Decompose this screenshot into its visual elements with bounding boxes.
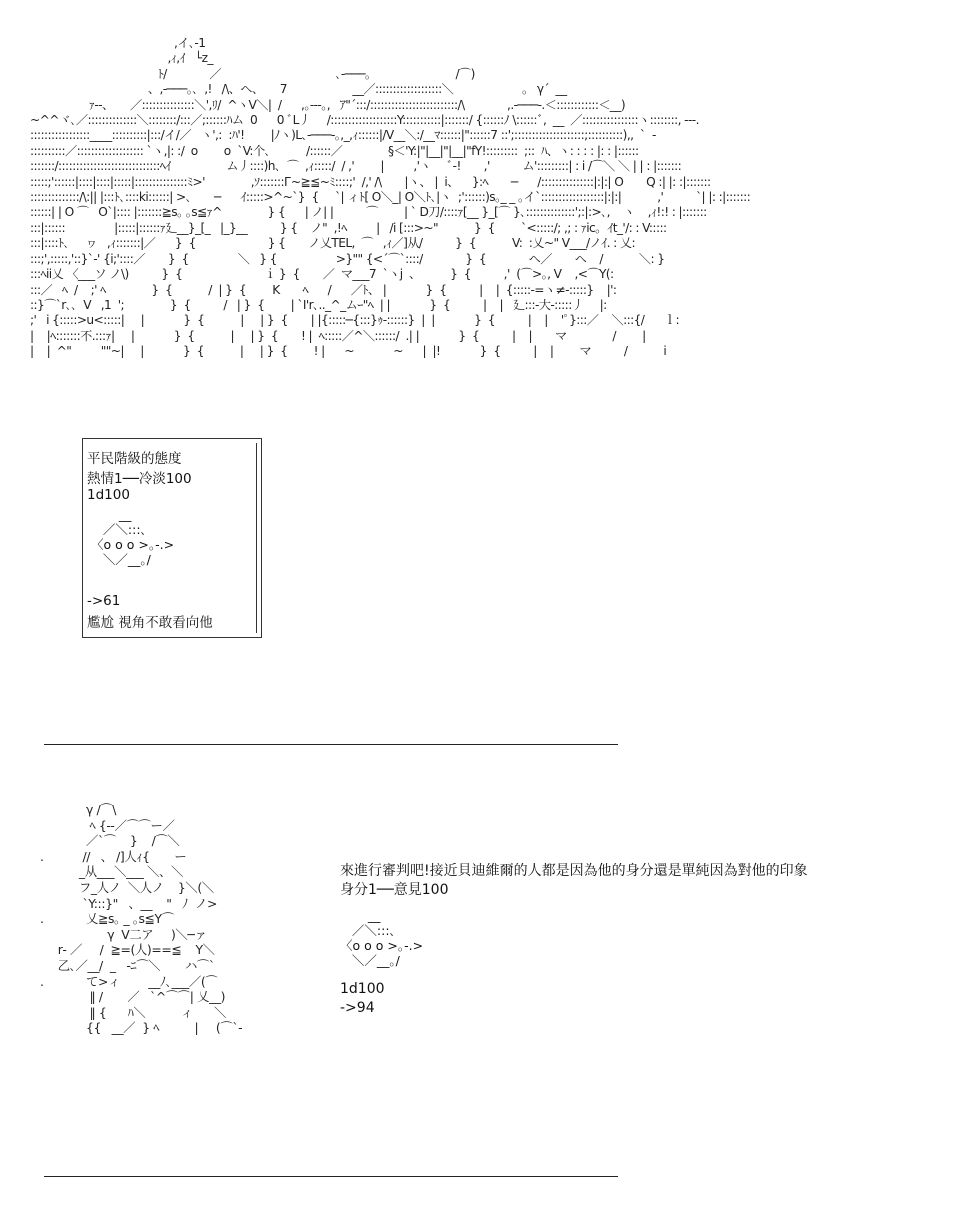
dice-roll-label: 1d100	[87, 487, 130, 503]
attitude-comment: 尷尬 視角不敢看向他	[87, 615, 213, 631]
judgement-roll: 1d100	[340, 981, 385, 997]
dice-result: ->61	[87, 593, 121, 609]
judgement-question: 來進行審判吧!接近貝迪維爾的人都是因為他的身分還是單純因為對他的印象	[340, 863, 808, 879]
section-divider	[44, 744, 618, 745]
ascii-art-group-scene: ,イ､-1 ,ｨ,ｲ └z_ ﾄ/ ／ ､-───｡ /⌒) 、,-───｡､ ,! /\、ヘ、 7 __／:::::::::::::::::::＼ 。 γ´ __ ｧ‐‐、 ／:::::::::::::::＼',ﾘ/ ^ヽV＼| / ,｡-‐-｡, ｱ"´:::/:::::::::::::::::::::::::/\ ,.-───-.＜::::::::::::＜__) ~^^ヾ､／::::::::::::::＼::::::::/:::／;::::::ﾊム 0 0 ﾞL丿 /:::::::::::::::::::Y:::::::::::|:::::::/ {::::::ﾉ \::::::ﾞ, __ ／::::::::::::::::ヽ::::::::, -‐-. :::::::::::::::::____::::::::::|:::/イ/／ ヽ',: :ﾊ'! |ﾉヽ)L､-───‐｡,_,ｨ::::::|/V__＼:/__ﾏ::::::|"::::::7 ::';::::::::::::::::::::;::::::::::),, ` - ::::::::::／::::::::::::::::::: `ヽ,|: :/ o o `V:个､ /::::::／ §＜'Y:|"|__|"|__|"fY!::::::::: ;:: ﾊ、ヽ: : : : |: : |:::::: :::::::/:::::::::::::::::::::::::::::ﾍｲ ム丿::::)h､ ⌒ ,ｨ:::::/ / ,' | ,'ヽ ﾞ-! ,' ム':::::::::| : i /⌒＼ ＼ | | : |::::::: :::::;'::::::|::::|::::|:::::|:::::::::::::::ﾐ>' ,ｿ:::::::Г~≧≦~ﾐ::::;' /,' /\ |ヽ、 | i、 }:ﾍ ─ /:::::::::::::::|:|:| O Q :| |: :|::::::: ::::::::::::::/\:|| |:::ﾄ､::::ki::::::| >､ ─ ｲ:::::>^~`} { `| ィﾄ[ O＼_| O＼ﾄ､|ヽ ;'::::::)s｡_ _ ｡イ`::::::::::::::::::|:|:| ,' `| |: :|::::::: ::::::| | O ⌒ O`|:::: |:::::::≧s｡ ｡s≦ｧ^ } { | ノ| | ⌒ | ` D刀/::::ｧ[__ }_[⌒ }､::::::::::::::';:|:>､, ヽ ,ｨ!:! : |::::::: :::|:::::: |:::::|::::::ｧ廴__}_[_ |_}__ } { ノ" ,!ﾍ | /i [:::>~" } { `<:::::/; ,; : ｧic｡ ｲt_'/: : V::::: :::|::::ﾄ､ ヮ ,ｨ:::::::|／ } { } { ノ乂TEL, ⌒ ,ｨ／]从/ } { V: :乂~" V___/ノｲ. : 乂: :::;',:::::,'::}`‐' {i;'::::／ } { ＼ } { >}"" {<´⌒`::::/ } { ヘ／ ヘ / ＼: } :::ﾍii乂 〈___ソ ノ\) } { ｉ } { ／ マ___7 `ヽj 、 } { ,' (⌒>｡, V ,<⌒Y(: :::／ ﾍ / ;' ﾍ } { / | } { K ﾍ / ／ﾄ、 | } { | | {:::::‐=ヽ≠‐:::::} |': ::}⌒`r､､ V ,1 '; } { / | } { | `I'r､.._^_ムｰ"ﾍ | | } { | | 廴:::-大‐:::::丿 |: ;' i {:::::>u<:::::| | } { | | } { | |{:::::─{:::}ｩ‐::::::} | | } { | | 'ﾟ}:::／ ＼:::{/ ｌ: | |ﾍ:::::::不.:::ｧ| | } { | | } { ! | ﾍ:::::／^＼::::::/ .| | } { | | マ / | | | ^" ""~| | } { | | } { ! | ~ ~ | |! } { | | マ / i	[30, 36, 751, 359]
box-right-border	[256, 443, 257, 633]
attitude-title: 平民階級的態度	[87, 451, 182, 467]
section-divider-bottom	[44, 1176, 618, 1177]
judgement-result: ->94	[340, 1000, 375, 1016]
dice-face-art: __ ／＼:::､ 〈o o o >｡-.> ＼／__｡/	[91, 507, 175, 567]
ascii-art-character: γ /⌒\ ﾍ {--／⌒⌒ー／ ／`⌒ } /⌒＼ . // 、 /]人ｨ{ ー _从___＼___ ＼、＼ フ_人ノ ＼人ノ }＼(＼ `Y:::}" 、__ " ﾉ ノ> . 乂≧s｡ _ ｡s≦Y⌒ γ V二ア )＼─ァ r‐ ／ / ≧=(人)==≦ Y＼ 乙､／__/ _ -ﾆ⌒＼ ハ⌒` . て>ィ __ﾉ､___／(⌒ ‖ / ／ `^⌒⌒| 乂__) ‖ { ﾊ＼ ィ ＼ {{ __／ } ﾍ | (⌒`-	[40, 802, 243, 1036]
judgement-text-block	[340, 862, 808, 1018]
attitude-scale: 熱情1──冷淡100	[87, 471, 192, 487]
attitude-status-box	[82, 438, 262, 638]
judgement-scale: 身分1──意見100	[340, 882, 449, 898]
dice-face-art-2: __ ／＼:::､ 〈o o o >｡-.> ＼／__｡/	[340, 908, 424, 968]
